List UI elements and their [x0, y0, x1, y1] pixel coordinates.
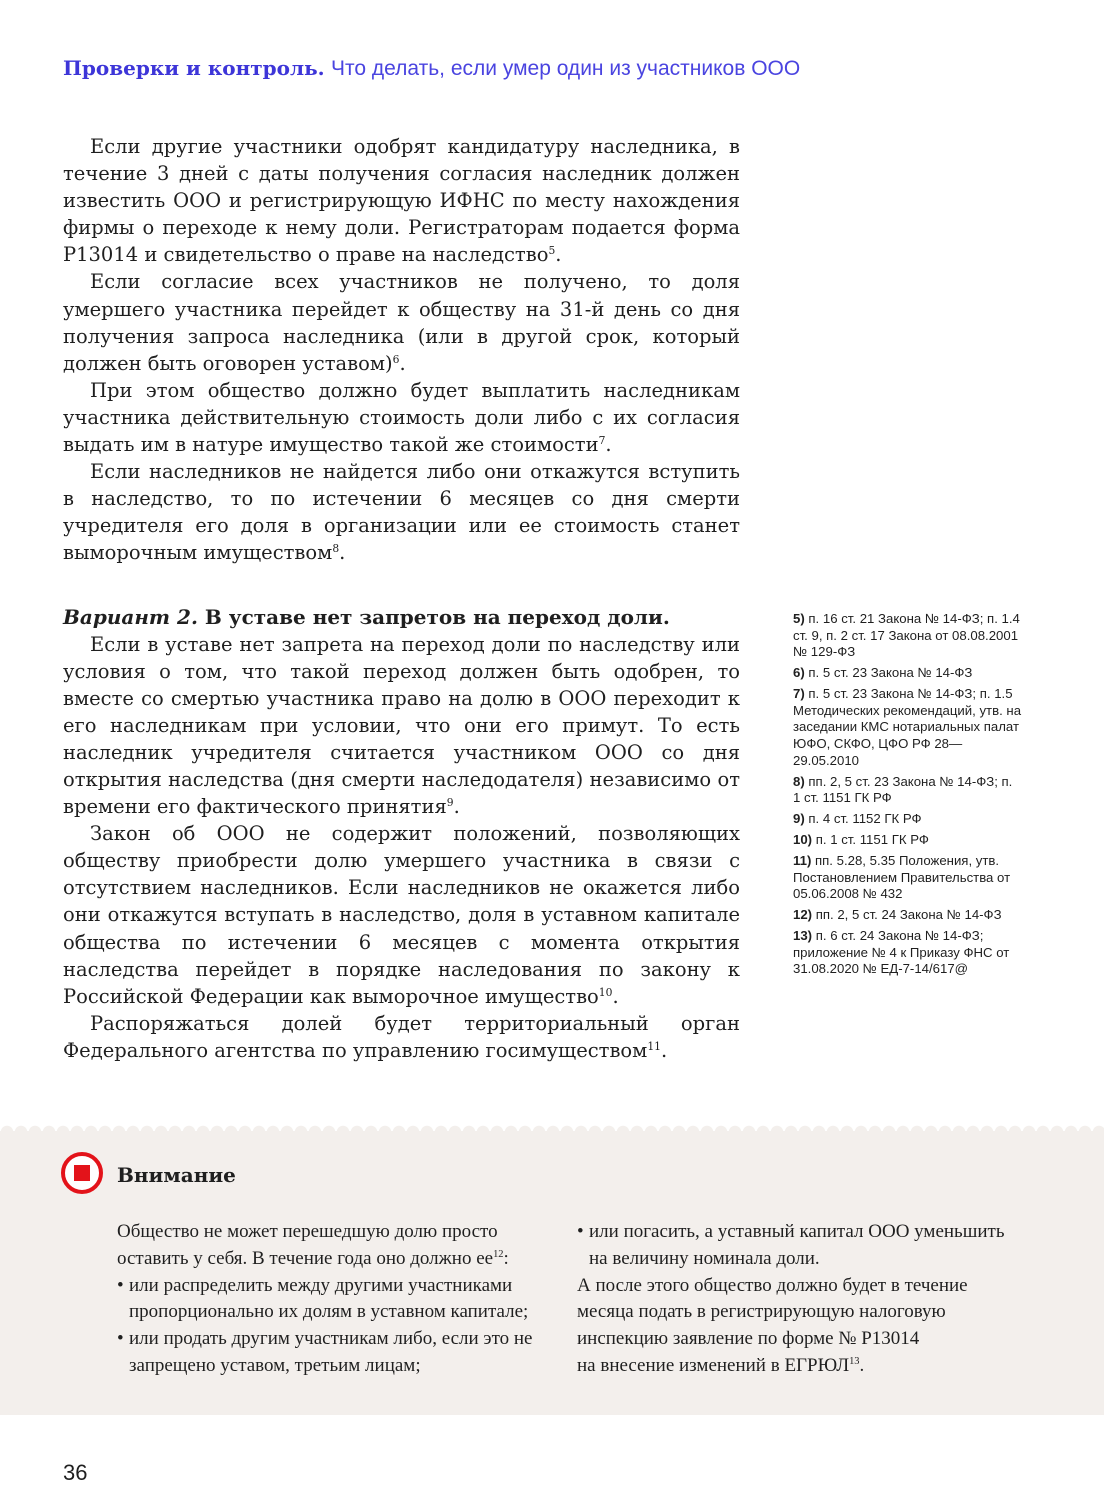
- header-title: Что делать, если умер один из участников ООО: [331, 57, 801, 80]
- footnote: 6) п. 5 ст. 23 Закона № 14-ФЗ: [793, 665, 973, 681]
- footnote: 9) п. 4 ст. 1152 ГК РФ: [793, 811, 922, 827]
- attention-bullet: • или погасить, а уставный капитал ООО уменьшить на величину номинала доли.: [577, 1221, 1005, 1269]
- footnotes-column: [793, 611, 1023, 982]
- footnote-ref: 10: [598, 985, 613, 999]
- attention-text-line: Общество не может перешедшую долю просто: [117, 1221, 498, 1242]
- attention-left-column: [117, 1219, 547, 1380]
- footnote: 8) пп. 2, 5 ст. 23 Закона № 14-ФЗ; п. 1 ст. 1151 ГК РФ: [793, 773, 1013, 806]
- footnote: 13) п. 6 ст. 24 Закона № 14-ФЗ; приложение № 4 к Приказу ФНС от 31.08.2020 № ЕД-7-14/617@: [793, 928, 1010, 977]
- running-header: [63, 54, 1063, 83]
- stop-square-in-circle-icon: [61, 1152, 103, 1194]
- paragraph: При этом общество должно будет выплатить наследникам участника действительную стоимость доли либо с их согласия выдать им в натуре имущество такой же стоимости$^7$.: [63, 378, 740, 457]
- footnote: 7) п. 5 ст. 23 Закона № 14-ФЗ; п. 1.5 Методических рекомендаций, утв. на заседании КМС нотариальных палат ЮФО, СКФО, ЦФО РФ 28—29.05.2010: [793, 686, 1022, 768]
- footnote-ref: 11: [647, 1039, 661, 1053]
- variant-label: Вариант 2.: [63, 604, 198, 629]
- attention-text-line: А после этого общество должно будет в течение: [577, 1274, 968, 1296]
- paragraph: Если другие участники одобрят кандидатуру наследника, в течение 3 дней с даты получения согласия наследник должен известить ООО и регистрирующую ИФНС по месту нахождения фирмы о переходе к нему доли. Регистраторам подается форма Р13014 и свидетельство о праве на наследство$^5$.: [63, 135, 740, 267]
- variant-title: В уставе нет запретов на переход доли.: [204, 604, 670, 629]
- footnote: 10) п. 1 ст. 1151 ГК РФ: [793, 832, 929, 848]
- footnote-ref: 5: [548, 244, 556, 258]
- paragraph: Если в уставе нет запрета на переход доли по наследству или условия о том, что такой переход должен быть одобрен, то вместе со смертью участника право на долю в ООО переходит к его наследникам при условии, что они его примут. То есть наследник учредителя считается участником ООО со дня открытия наследства (дня смерти наследодателя) независимо от времени его фактического принятия$^9$.: [63, 632, 740, 819]
- footnote: 11) пп. 5.28, 5.35 Положения, утв. Постановлением Правительства от 05.06.2008 № 432: [793, 853, 1011, 902]
- footnote-ref: 9: [446, 796, 454, 810]
- variant-heading: [63, 604, 740, 631]
- header-section: Проверки и контроль.: [63, 56, 325, 80]
- footnote: 5) п. 16 ст. 21 Закона № 14-ФЗ; п. 1.4 ст. 9, п. 2 ст. 17 Закона от 08.08.2001 № 129-ФЗ: [793, 611, 1020, 660]
- footnote: 12) пп. 2, 5 ст. 24 Закона № 14-ФЗ: [793, 907, 1002, 923]
- paragraph: Закон об ООО не содержит положений, позволяющих обществу приобрести долю умершего участника в связи с отсутствием наследников. Если наследников не окажется либо они откажутся вступать в наследство, доля в уставном капитале общества по истечении 6 месяцев с момента открытия наследства перейдет в порядке наследования по закону к Российской Федерации как выморочное имущество$^{10}$.: [63, 822, 740, 1008]
- footnote-ref: 12: [493, 1249, 504, 1261]
- footnote-ref: 13: [849, 1356, 860, 1368]
- paragraph: Если наследников не найдется либо они откажутся вступить в наследство, то по истечении 6 месяцев со дня смерти учредителя его доля в организации или ее стоимость станет выморочным имуществом$^8$.: [63, 460, 740, 565]
- footnote-ref: 6: [392, 352, 400, 366]
- page-number: 36: [63, 1460, 88, 1485]
- attention-text-line: оставить у себя. В течение года оно должно $ее^{12}$:: [117, 1247, 509, 1269]
- attention-text-line: на внесение изменений в ЕГРЮЛ$^{13}$.: [577, 1354, 865, 1376]
- footnote-ref: 7: [598, 434, 606, 448]
- attention-bullet: • или распределить между другими участниками пропорционально их долям в уставном капитале;: [117, 1274, 529, 1323]
- paragraph: Если согласие всех участников не получено, то доля умершего участника перейдет к обществу на 31-й день со дня получения запроса наследника (или в другой срок, который должен быть оговорен уставом)$^6$.: [63, 270, 740, 375]
- attention-bullet: • или продать другим участникам либо, если это не запрещено уставом, третьим лицам;: [117, 1328, 533, 1376]
- footnote-ref: 8: [332, 542, 340, 556]
- attention-right-column: [577, 1219, 1017, 1380]
- scalloped-edge: [0, 1124, 1104, 1132]
- main-text: [63, 133, 740, 1064]
- attention-title: Внимание: [117, 1163, 236, 1187]
- paragraph: Распоряжаться долей будет территориальный орган Федерального агентства по управлению госимуществом$^{11}$.: [63, 1011, 740, 1062]
- attention-text-line: месяца подать в регистрирующую налоговую: [577, 1301, 946, 1323]
- attention-text-line: инспекцию заявление по форме № Р13014: [577, 1328, 920, 1350]
